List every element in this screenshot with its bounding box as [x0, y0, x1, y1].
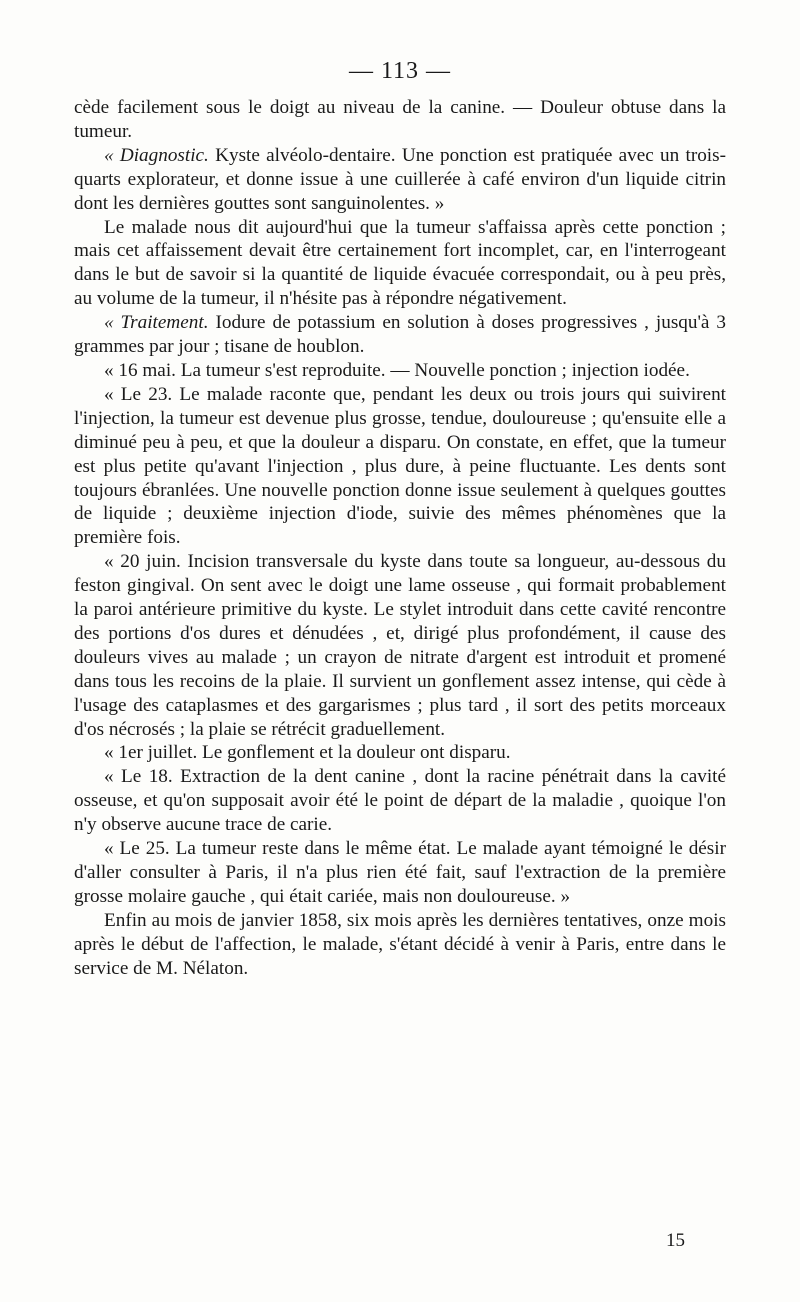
- paragraph-text: « 20 juin. Incision transversale du kyste dans toute sa longueur, au-dessous du feston gingival. On sent avec le doigt une lame osseuse , qui formait probablement la paroi antérieure primitive du kyste. Le stylet introduit dans cette cavité rencontre des portions d'os dures et dénudées , et, dirigé plus profondément, il cause des douleurs vives au malade ; un crayon de nitrate d'argent est introduit et promené dans tous les recoins de la plaie. Il survient un gonflement assez intense, qui cède à l'usage des cataplasmes et des gargarismes ; plus tard , il sort des petits morceaux d'os nécrosés ; la plaie se rétrécit graduellement.: [74, 551, 726, 740]
- paragraph-text: Iodure de potassium en solution à doses progressives , jusqu'à 3 grammes par jour ; tisane de houblon.: [74, 312, 726, 358]
- paragraph-text: « 1er juillet. Le gonflement et la douleur ont disparu.: [104, 742, 511, 764]
- paragraph-text: Kyste alvéolo-dentaire. Une ponction est pratiquée avec un trois-quarts explorateur, et donne issue à une cuillerée à café environ d'un liquide citrin dont les dernières gouttes sont sanguinolentes. »: [74, 144, 726, 214]
- paragraph-16-mai: [74, 359, 726, 383]
- paragraph-text: cède facilement sous le doigt au niveau de la canine. — Douleur obtuse dans la tumeur.: [74, 97, 726, 142]
- paragraph-3: [74, 216, 726, 312]
- paragraph-1er-juillet: [74, 741, 726, 765]
- paragraph-text: Enfin au mois de janvier 1858, six mois après les dernières tentatives, onze mois après le début de l'affection, le malade, s'étant décidé à venir à Paris, entre dans le service de M. Nélaton.: [74, 909, 726, 979]
- body-text: [74, 96, 726, 981]
- paragraph-text: « Le 25. La tumeur reste dans le même état. Le malade ayant témoigné le désir d'aller consulter à Paris, il n'a plus rien été fait, sauf l'extraction de la première grosse molaire gauche , qui était cariée, mais non douloureuse. »: [74, 838, 726, 907]
- paragraph-text: « Le 23. Le malade raconte que, pendant les deux ou trois jours qui suivirent l'injection, la tumeur est devenue plus grosse, tendue, douloureuse ; qu'ensuite elle a diminué peu à peu, et que la douleur a disparu. On constate, en effet, que la tumeur est plus petite qu'avant l'injection , plus dure, à peine fluctuante. Les dents sont toujours ébranlées. Une nouvelle ponction donne issue seulement à quelques gouttes de liquide ; deuxième injection d'iode, suivie des mêmes phénomènes que la première fois.: [74, 383, 726, 549]
- paragraph-25: [74, 837, 726, 909]
- paragraph-traitement: [74, 311, 726, 359]
- paragraph-1: [74, 96, 726, 144]
- paragraph-enfin: [74, 909, 726, 981]
- page-number: — 113 —: [348, 58, 452, 84]
- paragraph-lead-diagnostic: « Diagnostic.: [104, 144, 209, 166]
- signature-mark: 15: [666, 1230, 685, 1251]
- paragraph-diagnostic: [74, 144, 726, 216]
- paragraph-20-juin: [74, 550, 726, 741]
- paragraph-23: [74, 383, 726, 550]
- paragraph-18: [74, 765, 726, 837]
- paragraph-lead-traitement: « Traitement.: [104, 312, 209, 334]
- paragraph-text: « 16 mai. La tumeur s'est reproduite. — Nouvelle ponction ; injection iodée.: [104, 359, 690, 381]
- paragraph-text: « Le 18. Extraction de la dent canine , dont la racine pénétrait dans la cavité osseuse, et qu'on supposait avoir été le point de départ de la maladie , quoique l'on n'y observe aucune trace de carie.: [74, 766, 726, 836]
- paragraph-text: Le malade nous dit aujourd'hui que la tumeur s'affaissa après cette ponction ; mais cet affaissement devait être certainement fort incomplet, car, en l'interrogeant dans le but de savoir si la quantité de liquide évacuée correspondait, ou à peu près, au volume de la tumeur, il n'hésite pas à répondre négativement.: [74, 216, 726, 310]
